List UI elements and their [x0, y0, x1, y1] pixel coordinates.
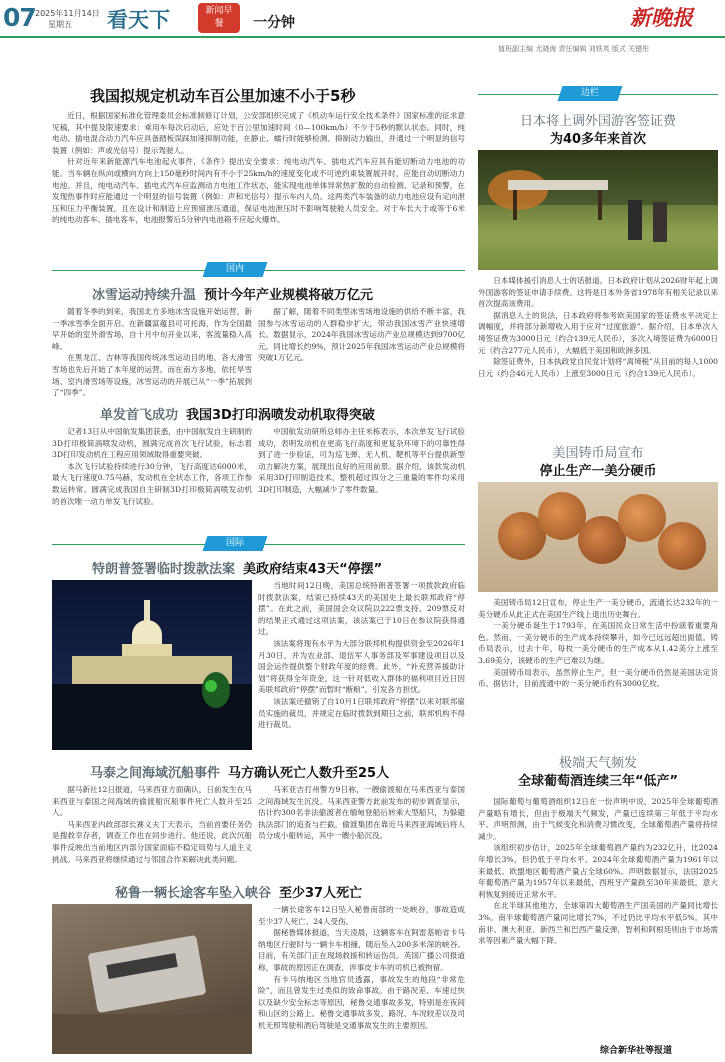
paragraph: 据马新社12日报道，马来西亚方面确认，日前发生在马来西亚与泰国之间海域的偷渡船沉船事件死亡人数升至25人。	[52, 785, 252, 818]
article-4-body	[258, 580, 465, 750]
weekday: 星期五	[48, 20, 72, 29]
sidebar-2-title-1: 美国铸币局宣布	[552, 446, 644, 461]
paragraph: 据消息人士的说法，日本政府将参考欧美国家的签证费水平决定上调幅度，并将部分新增收入用于应对“过度旅游”。据介绍，日本单次入境签证费为3000日元（约合139元人民币），多次入境签证费为6000日元（约合277元人民币），大幅低于美国和欧洲多国。	[478, 310, 718, 355]
sidebar-3-title-1: 极端天气频发	[558, 756, 637, 771]
paragraph: 该法案还撤销了自10月1日联邦政府“停摆”以来对联邦雇员实施的裁员，并规定在临时拨款到期日之前，联邦机构不得进行裁员。	[258, 696, 465, 730]
paragraph: 马来西亚内政部部长赛义夫丁天表示，当前首要任务仍是搜救幸存者，调查工作也在同步进行。他还说，此次沉船事件反映出当前地区内部分国家面临不稳定局势与人道主义挑战。马来西亚将继续通过与邻国合作来解决此类问题。	[52, 819, 252, 864]
paragraph: 除签证费外，日本执政党自民党计划将“离境税”从目前的每人1000日元（约合46元人民币）上涨至3000日元（约合139元人民币）。	[478, 357, 718, 378]
article-6-body	[258, 904, 465, 1054]
article-2-kicker: 冰雪运动持续升温	[92, 288, 197, 303]
paragraph: 记者13日从中国航发集团获悉，由中国航发自主研制的3D打印极简涡喷发动机，圆满完成首次飞行试验，标志着3D打印发动机在工程应用领域取得重要突破。	[52, 427, 252, 460]
seal-text: 新闻早餐	[205, 6, 233, 29]
paragraph: 中国航发动研所总师办主任米栋表示，本次单发飞行试验成功，表明发动机在更高飞行高度和更复杂环境下的可靠性得到了进一步验证，可为巡飞弹、无人机、靶机等平台提供新型动力解决方案，展现出良好的应用前景。据介绍，该款发动机采用3D打印制造技术，整机超过四分之三重量的零件均采用3D打印制造，大幅减少了零件数量。	[258, 427, 465, 494]
article-2-body-left	[52, 306, 252, 398]
editor-credits: 值班副主编 尤晓海 责任编辑 刘铁英 版式 关键彤	[498, 45, 650, 53]
page-number: 07	[3, 3, 36, 32]
article-6-title: 至少37人死亡	[279, 886, 363, 901]
article-6-kicker: 秘鲁一辆长途客车坠入峡谷	[115, 886, 272, 901]
article-5-title: 马方确认死亡人数升至25人	[228, 766, 390, 781]
paragraph: 针对近年来新能源汽车电池起火事件，《条件》提出安全要求：纯电动汽车、插电式汽车应具有能切断动力电池的功能。当车辆在纵向或横向方向上150毫秒时间内有不小于25km/h的速度变化或不可逆约束装置展开时，应能自动切断动力电池。并且，纯电动汽车、插电式汽车应监测动力电池工作状态，能实现电池单体异常热扩散的自动检测、记录和预警，在发现热事件时应能通过一个明显的信号装置（例如：声和光信号）提示车内人员。这两类汽车装备的动力电池应设有定向泄压和压力平衡装置，且在设计和制造上应预留泄压通道，保证电池泄压时不影响驾驶舱人员安全。对于车长大于或等于6米的纯电动客车、插电客车，电池报警后5分钟内电池箱不应起火爆炸。	[52, 157, 465, 225]
paragraph: 近日，根据国家标准化管理委员会标准制修订计划，公安部组织完成了《机动车运行安全技术条件》国家标准的征求意见稿，其中提及限速要求：乘用车每次启动后，应处于百公里加速时间（0—100km/h）不少于5秒的默认状态。同时，纯电动、插电混合动力汽车应具备踏板误踩加速抑制功能，在静止、蠕行时能够检测、抑制动力输出，并通过一个明显的信号装置（例如：声或光信号）提示驾驶人。	[52, 111, 465, 155]
article-5-body-right	[258, 784, 465, 876]
sidebar-1-body	[478, 275, 718, 435]
paragraph: 在北半球其他地方，全球第四大葡萄酒生产国美国的产量同比增长3%。南半球葡萄酒产量同比增长7%，不过仍比平均水平低5%。其中南非、澳大利亚、新西兰和巴西产量反弹，智利和阿根廷则由于市场需求等因素产量大幅下降。	[478, 901, 718, 946]
paragraph: 国际葡萄与葡萄酒组织12日在一份声明中说，2025年全球葡萄酒产量略有增长，但由于极端天气频发，产量已连续第三年低于平均水平。声明预测，由于气候变化和消费习惯改变，全球葡萄酒产量将持续减少。	[478, 797, 718, 841]
paragraph: 一美分硬币诞生于1793年，在美国民众日常生活中扮演着重要角色。然而，一美分硬币的生产成本持续攀升，如今已远远超出面值。铸币局表示，过去十年，每枚一美分硬币的生产成本从1.42美分上涨至3.69美分，该硬币的生产已难以为继。	[478, 621, 718, 665]
paragraph: 据了解，随着不同类型冰雪场地设施的供给不断丰富，我国参与冰雪运动的人群稳步扩大，带动我国冰雪产业快速增长。数据显示，2024年我国冰雪运动产业总规模达到9700亿元，同比增长约9%，预计2025年我国冰雪运动产业总规模将突破1万亿元。	[258, 307, 465, 363]
article-3-body-right	[258, 426, 465, 530]
section-title: 看天下	[107, 8, 170, 32]
article-3-title: 我国3D打印涡喷发动机取得突破	[186, 408, 375, 423]
bus-crash-photo	[52, 904, 252, 1054]
article-2-body-right	[258, 306, 465, 386]
paragraph: 美国铸币局12日宣布，停止生产一美分硬币，流通长达232年的一美分硬币从此正式在美国生产线上退出历史舞台。	[478, 598, 718, 619]
article-5-body-left	[52, 784, 252, 876]
article-3-kicker: 单发首飞成功	[100, 408, 179, 423]
article-4-title: 美政府结束43天“停摆”	[243, 562, 383, 577]
issue-date: 2025年11月14日	[35, 9, 100, 18]
sidebar-3-title-2: 全球葡萄酒连续三年“低产”	[517, 774, 679, 789]
paragraph: 据秘鲁媒体报道，当天凌晨，这辆客车在阿雷基帕省卡马纳地区行驶时与一辆卡车相撞，随后坠入200多米深的峡谷。目前，有关部门正在现场救援和转运伤员。英国广播公司报道称，事故的原因正在调查，涉事皮卡车的司机已被拘留。	[258, 928, 465, 972]
masthead	[0, 0, 725, 53]
pennies-photo	[478, 482, 718, 592]
paragraph: 该组织初步估计，2025年全球葡萄酒产量约为232亿升，比2024年增长3%，但仍低于平均水平。2024年全球葡萄酒产量为1961年以来最低。欧盟地区葡萄酒产量占全球60%。声明数据显示，法国2025年葡萄酒产量为1957年以来最低，西班牙产量跌至30年来最低，意大利恢复到接近正常水平。	[478, 843, 718, 899]
footer-credit: 综合新华社等报道	[600, 1046, 673, 1056]
paragraph: 日本媒体援引消息人士的话报道，日本政府计划从2026财年起上调外国游客的签证申请手续费。这将是日本外务省1978年有相关记录以来首次提高该费用。	[478, 276, 718, 309]
article-3-headline	[100, 404, 375, 423]
sidebar-1-title-2: 为40多年来首次	[549, 132, 647, 147]
paragraph: 一辆长途客车12日坠入秘鲁南部的一处峡谷，事故造成至少37人死亡、24人受伤。	[258, 905, 465, 926]
paragraph: 马来亚吉打州警方9日称，一艘偷渡船在马来西亚与泰国之间海域发生沉没。马来西亚警方此前发布的初步调查显示，估计约300名非法偷渡者在缅甸登船后转乘大型船只，为躲避执法部门的追查与拦截，偷渡集团在靠近马来西亚海域后将人员分成小船转运，其中一艘小船沉没。	[258, 785, 465, 841]
section-tag-guoji	[203, 536, 268, 551]
paragraph: 有卡马纳地区当地官员透露，事故发生的地段“非常危险”，而且曾发生过类似的致命事故。由于路况差、车速过快以及缺少安全标志等原因，秘鲁交通事故多发，特别是在夜间和山区的公路上。秘鲁交通事故多发，路况、车况较差以及司机无照驾驶和酒后驾驶是交通事故发生的主要原因。	[258, 974, 465, 1030]
tag-label: 国际	[225, 538, 244, 548]
article-6-headline	[115, 882, 362, 901]
section-tag-bianjiang	[558, 86, 623, 101]
paragraph: 在黑龙江、吉林等我国传统冰雪运动目的地，各大滑雪雪场也先后开始了本年度的运营。而在南方多地，依托旱雪场、室内滑雪场等设施，冰雪运动的开展已从“一季”拓展到了“四季”。	[52, 353, 252, 398]
sidebar-2-title-2: 停止生产一美分硬币	[539, 464, 657, 479]
article-2-title: 预计今年产业规模将破万亿元	[204, 288, 374, 303]
article-2-headline	[92, 284, 373, 303]
subsection-title: 一分钟	[253, 15, 295, 31]
article-1-body	[52, 110, 465, 270]
tourists-park-photo	[478, 150, 718, 270]
article-4-kicker: 特朗普签署临时拨款法案	[92, 562, 236, 577]
section-tag-guonei	[203, 262, 268, 277]
sidebar-3-body	[478, 796, 718, 1034]
capitol-night-photo	[52, 580, 252, 750]
tag-label: 边栏	[580, 88, 599, 98]
news-seal-logo	[198, 3, 240, 33]
article-4-headline	[92, 558, 382, 577]
article-3-body-left	[52, 426, 252, 530]
paragraph: 当地时间12日晚，美国总统特朗普签署一项拨款政府临时拨款法案，结束已持续43天的美国史上最长联邦政府“停摆”。在此之前，美国国会众议院以222票支持、209票反对的结果正式通过这项法案，该法案已于10日在参议院获得通过。	[258, 581, 465, 637]
article-1-title: 我国拟规定机动车百公里加速不小于5秒	[90, 87, 356, 105]
article-5-headline	[90, 762, 389, 781]
article-5-kicker: 马泰之间海域沉船事件	[90, 766, 221, 781]
paragraph: 本次飞行试验持续进行30分钟，飞行高度达6000米，最大飞行速度0.75马赫，发动机在全状态工作，各项工作参数运转常。圆满完成我国自主研制3D打印极简涡喷发动机的首次唯一动力单发飞行试验。	[52, 461, 252, 506]
paragraph: 随着冬季的到来，我国北方多地冰雪设施开始运营，新一季冰雪季全面开启。在新疆富蕴县可可托海，作为全国最早开始的室外滑雪场，自十月中旬开业以来，客流量稳入高峰。	[52, 307, 252, 351]
tag-label: 国内	[225, 264, 244, 274]
masthead-rule	[0, 36, 725, 38]
sidebar-1-title-1: 日本将上调外国游客签证费	[519, 114, 676, 129]
sidebar-2-body	[478, 597, 718, 739]
newspaper-logo: 新晚报	[630, 5, 693, 30]
paragraph: 该法案将现有水平为大部分联邦机构提供资金至2026年1月30日，并为农业部、退伍军人事务部及军事建设项目以及国会运作提供整个财政年度的经费。此外，“补充营养援助计划”将获得全年资金，这一针对低收入群体的福利项目近日因美联邦政府“停摆”而暂时“断粮”，引发各方担忧。	[258, 638, 465, 695]
paragraph: 美国铸币局表示，虽然停止生产，但一美分硬币仍然是美国法定货币。据估计，目前流通中的一美分硬币约有3000亿枚。	[478, 667, 718, 689]
